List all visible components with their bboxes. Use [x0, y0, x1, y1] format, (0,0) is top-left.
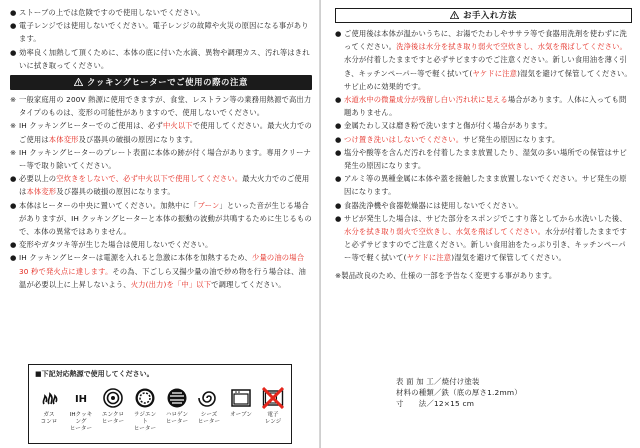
warning-text: 本体変形	[26, 187, 57, 197]
warning-text: つけ置き洗いはしないでください。	[344, 134, 464, 144]
cooker-note	[10, 251, 312, 291]
warning-text: ヤケドに注意	[406, 253, 452, 263]
cooker-heading	[10, 75, 312, 90]
item-text: 一般家庭用の 200V 熱源に使用できますが、食堂、レストラン等の業務用熱源で高出力タイプのものは、変形の可能性がありますので、使用しないでください。	[19, 95, 312, 118]
bullet-mark: ●	[335, 121, 342, 131]
care-item	[335, 93, 632, 119]
cooker-note	[10, 172, 312, 198]
bullet-mark: ※	[10, 147, 17, 157]
heat-source-label: シーズ ヒーター	[197, 412, 221, 425]
gas-flame-icon	[37, 387, 61, 409]
heat-sources-box	[28, 364, 292, 444]
spec-finish: 表 面 加 工／焼付け塗装	[396, 377, 480, 386]
bullet-mark: ※	[10, 121, 17, 131]
warning-text: 中火以下	[162, 121, 193, 131]
cooker-note	[10, 119, 312, 145]
item-text: サビが発生した場合は、サビた部分をスポンジでこすり落としてから水洗いした後、	[344, 213, 627, 223]
item-text: 食器洗浄機や食器乾燥器には使用しないでください。	[344, 200, 523, 210]
item-text: ご使用後は本体が温かいうちに、お湯でたわしやササラ等で食器用洗剤を使わずに洗ってください。	[344, 29, 627, 52]
intro-list	[10, 6, 312, 72]
warning-text: 少量の油の場合 30 秒で発火点に達します。	[19, 253, 305, 276]
item-text: 場合があります。人体に入っても問題ありません。	[344, 95, 627, 118]
enclo-icon	[101, 387, 125, 409]
bullet-mark: ●	[335, 147, 342, 157]
item-text: 最大火力でのご使用は	[19, 174, 310, 197]
item-text: IH クッキングヒーターでのご使用は、必ず	[19, 121, 163, 131]
heat-source-label: ガス コンロ	[40, 412, 58, 425]
heat-source-label: ラジエント ヒーター	[133, 412, 157, 432]
care-heading	[335, 8, 632, 23]
item-text: )湿気を避けて保管してください。	[451, 253, 566, 263]
spec-size: 寸 法／12×15 cm	[396, 399, 475, 408]
warning-text: 空炊きをしないで、必ず中火以下で使用してください。	[56, 174, 243, 184]
heat-sources-title: ■下記対応熱源で使用してください。	[35, 370, 154, 378]
bullet-mark: ●	[335, 200, 342, 210]
bullet-mark: ●	[335, 174, 342, 184]
intro-item	[10, 19, 312, 45]
bullet-mark: ●	[10, 174, 17, 184]
item-text: 」といった音が生じる場合がありますが、IH クッキングヒーターと本体の振動の波動が共鳴するために生じるもので、本体の異常ではありません。	[19, 200, 312, 237]
bullet-mark: ●	[10, 8, 17, 17]
item-text: 必要以上の	[19, 174, 57, 184]
heat-source-label: エンクロ ヒーター	[101, 412, 125, 425]
item-text: 金属たわし又は磨き粉で洗いますと傷が付く場合があります。	[344, 121, 552, 131]
product-spec	[396, 376, 522, 409]
cooker-note	[10, 93, 312, 119]
heat-source	[69, 387, 93, 433]
care-item	[335, 146, 632, 172]
bullet-mark: ●	[10, 253, 17, 263]
bullet-mark: ●	[10, 200, 17, 210]
oven-icon	[229, 387, 253, 409]
item-text: 水分が付着したままですと必ずサビますのでご注意ください。新しい食用油を薄く引き、キッチンペーパー等で軽く拭いて(	[344, 55, 627, 78]
heat-source-label: IHクッキング ヒーター	[69, 412, 93, 432]
ih-icon	[69, 387, 93, 409]
heat-source	[229, 387, 253, 419]
item-text: 及び器具の破損の原因になります。	[78, 134, 198, 144]
warning-text: 水分を拭き取り弱火で空炊きし、水気を飛ばしてください。	[344, 227, 546, 237]
care-list	[335, 27, 632, 265]
item-text: 電子レンジでは使用しないでください。電子レンジの故障や火災の原因になる事があります。	[19, 21, 309, 44]
item-text: 水分が付着したままですと必ずサビますのでご注意ください。新しい食用油をたっぷり引き、キッチンペーパー等で軽く拭いて(	[344, 227, 627, 263]
warning-text: 本体変形	[48, 134, 79, 144]
item-text: その為、下ごしら又揚少量の油で炒め物を行う場合は、油温が必要以上に上昇しないよう、	[19, 266, 307, 289]
warning-text: 水道水中の微量成分が残留し白い汚れ状に見える	[344, 95, 508, 105]
warning-icon	[450, 11, 459, 19]
bullet-mark: ●	[10, 240, 17, 250]
item-text: サビ発生の原因になります。	[463, 134, 560, 144]
care-item	[335, 27, 632, 93]
heat-source	[133, 387, 157, 433]
microwave-icon	[261, 387, 285, 409]
care-item	[335, 172, 632, 198]
heat-source-label: ハロゲン ヒーター	[165, 412, 189, 425]
heat-source	[101, 387, 125, 426]
warning-text: ヤケドに注意	[472, 68, 518, 78]
care-heading-text: お手入れ方法	[463, 10, 517, 20]
spec-material: 材料の種類／鉄（底の厚さ1.2mm）	[396, 388, 522, 397]
care-item	[335, 119, 632, 132]
care-item	[335, 199, 632, 212]
heat-source	[197, 387, 221, 426]
cooker-notes-list	[10, 93, 312, 291]
heat-source	[37, 387, 61, 426]
svg-text:IH: IH	[74, 394, 88, 405]
item-text: 変形やガタツキ等が生じた場合は使用しないでください。	[19, 240, 213, 250]
cooker-note	[10, 146, 312, 172]
bullet-mark: ●	[10, 21, 17, 31]
warning-icon	[74, 78, 83, 86]
item-text: 及び器具の破損の原因になります。	[56, 187, 175, 197]
item-text: 効率良く加熱して頂くために、本体の底に付いた水滴、異物や調理カス、汚れ等はきれいに拭き取ってください。	[19, 47, 310, 70]
bullet-mark: ●	[335, 134, 342, 144]
bullet-mark: ●	[335, 29, 342, 38]
item-text: 塩分や酸等を含んだ汚れを付着したまま放置したり、湿気の多い場所での保管はサビ発生の原因になります。	[344, 147, 627, 171]
heat-source-label: 電子 レンジ	[264, 412, 282, 425]
bullet-mark: ※	[10, 95, 17, 105]
warning-text: 火力(出力)を「中」以下	[130, 279, 212, 289]
radiant-icon	[133, 387, 157, 409]
item-text: )湿気を避けて保管してください。サビ止めに効果的です。	[344, 68, 632, 91]
cooker-note	[10, 238, 312, 251]
item-text: IH クッキングヒーターは電源を入れると急激に本体を加熱するため、	[19, 253, 253, 263]
spec-notice: ※製品改良のため、仕様の一部を予告なく変更する事があります。	[335, 270, 557, 280]
intro-item	[10, 46, 312, 72]
warning-text: 洗浄後は水分を拭き取り弱火で空炊きし、水気を飛ばしてください。	[396, 42, 627, 52]
heat-source-label: オーブン	[230, 412, 252, 418]
item-text: ストーブの上では危険ですので使用しないでください。	[19, 8, 205, 17]
halogen-icon	[165, 387, 189, 409]
bullet-mark: ●	[335, 95, 342, 105]
heat-source	[165, 387, 189, 426]
item-text: 本体はヒーターの中央に置いてください。加熱中に「	[19, 200, 198, 210]
cooker-heading-text: クッキングヒーターでご使用の際の注意	[87, 77, 248, 88]
intro-item	[10, 6, 312, 19]
heat-source	[261, 387, 285, 426]
care-item	[335, 212, 632, 265]
item-text: アルミ等の異種金属に本体や蓋を接触したまま放置しないでください。サビ発生の原因になります。	[344, 174, 627, 197]
item-text: IH クッキングヒーターのプレート表面に本体の跡が付く場合があります。専用クリーナー等で取り除いてください。	[19, 147, 311, 171]
item-text: で使用してください。最大火力でのご使用は	[19, 121, 312, 144]
item-text: で調理してください。	[211, 279, 286, 289]
bullet-mark: ●	[10, 47, 17, 57]
bullet-mark: ●	[335, 213, 342, 223]
warning-text: ブーン	[197, 200, 220, 210]
care-item	[335, 133, 632, 146]
sheathed-icon	[197, 387, 221, 409]
cooker-note	[10, 199, 312, 239]
